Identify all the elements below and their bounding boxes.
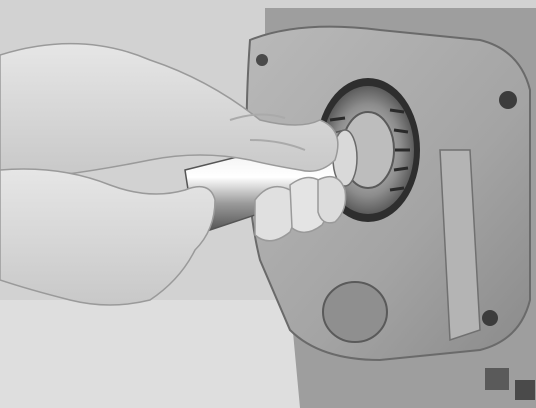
- bolt-hole-icon: [256, 54, 268, 66]
- bolt-hole-icon: [482, 310, 498, 326]
- bolt-hole-icon: [499, 91, 517, 109]
- housing-boss: [323, 282, 387, 342]
